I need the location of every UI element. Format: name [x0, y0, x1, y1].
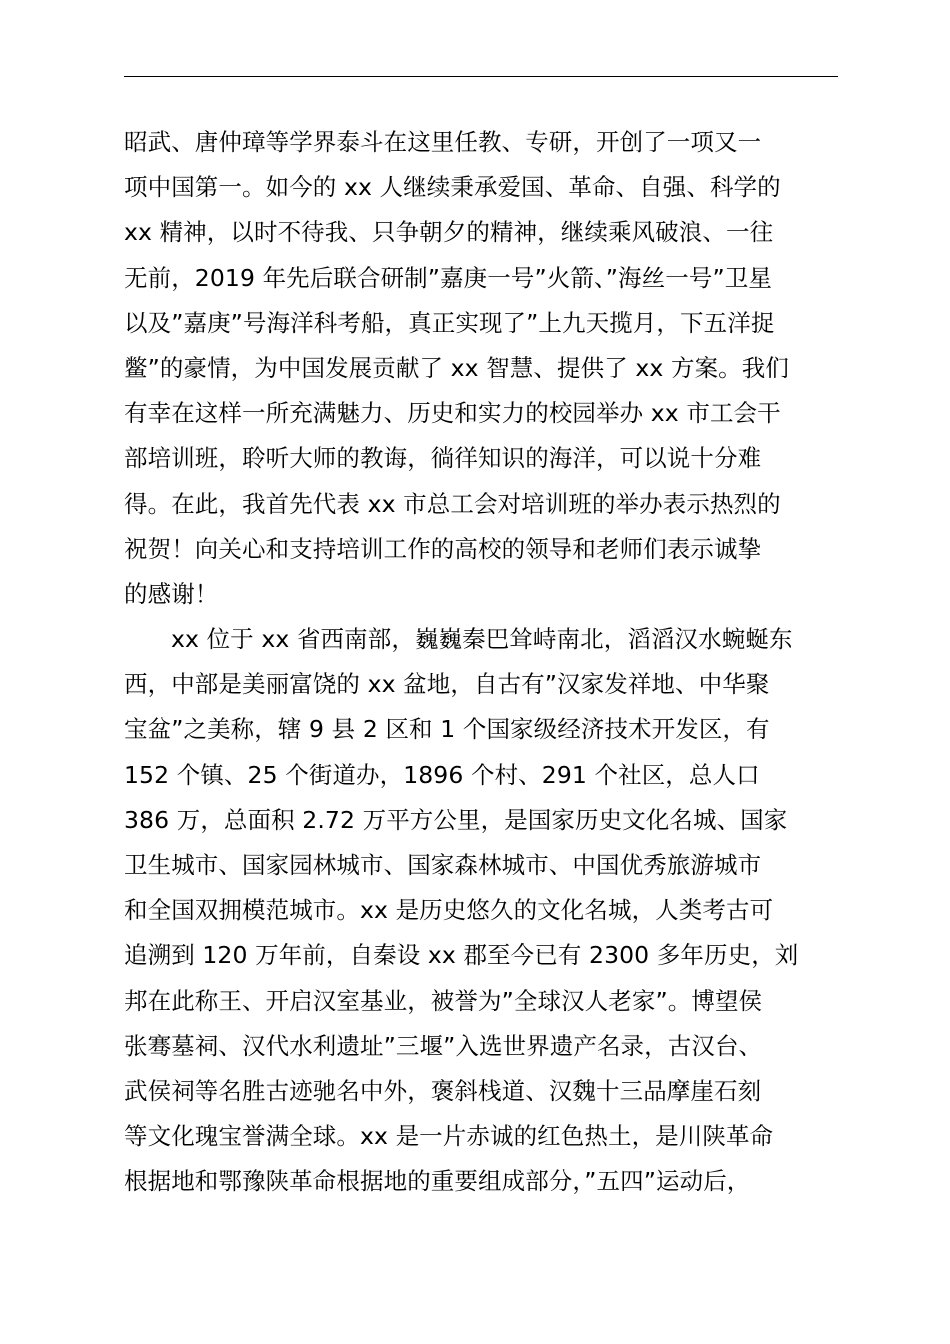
text-line: 昭武、唐仲璋等学界泰斗在这里任教、专研，开创了一项又一: [124, 128, 762, 156]
text-line: 项中国第一。如今的 xx 人继续秉承爱国、革命、自强、科学的: [124, 173, 781, 202]
text-line: 有幸在这样一所充满魅力、历史和实力的校园举办 xx 市工会干: [124, 399, 781, 428]
paragraph-1: [124, 120, 838, 617]
text-line: 祝贺！向关心和支持培训工作的高校的领导和老师们表示诚挚: [124, 534, 762, 563]
document-body: [124, 120, 838, 1205]
text-line: 根据地和鄂豫陕革命根据地的重要组成部分，”五四”运动后，: [124, 1167, 751, 1196]
text-line: 得。在此，我首先代表 xx 市总工会对培训班的举办表示热烈的: [124, 489, 781, 518]
text-line: 以及”嘉庚”号海洋科考船，真正实现了”上九天揽月，下五洋捉: [124, 308, 775, 337]
header-rule: [124, 76, 838, 77]
text-line: 张骞墓祠、汉代水利遗址”三堰”入选世界遗产名录，古汉台、: [124, 1031, 763, 1060]
text-line: xx 精神，以时不待我、只争朝夕的精神，继续乘风破浪、一往: [124, 218, 774, 247]
text-line: 邦在此称王、开启汉室基业，被誉为”全球汉人老家”。博望侯: [124, 986, 763, 1015]
text-line: 的感谢！: [124, 579, 219, 608]
text-line: 宝盆”之美称，辖 9 县 2 区和 1 个国家级经济技术开发区，有: [124, 715, 770, 744]
text-line: 部培训班，聆听大师的教诲，徜徉知识的海洋，可以说十分难: [124, 444, 762, 473]
text-line: 152 个镇、25 个街道办，1896 个村、291 个社区，总人口: [124, 760, 760, 789]
text-line: 鳖”的豪情，为中国发展贡献了 xx 智慧、提供了 xx 方案。我们: [124, 353, 789, 382]
paragraph-2: [124, 617, 838, 1204]
text-line: xx 位于 xx 省西南部，巍巍秦巴耸峙南北，滔滔汉水蜿蜒东: [171, 625, 793, 654]
text-line: 武侯祠等名胜古迹驰名中外，褒斜栈道、汉魏十三品摩崖石刻: [124, 1076, 762, 1105]
text-line: 等文化瑰宝誉满全球。xx 是一片赤诚的红色热土，是川陕革命: [124, 1122, 774, 1151]
text-line: 追溯到 120 万年前，自秦设 xx 郡至今已有 2300 多年历史，刘: [124, 941, 799, 970]
text-line: 西，中部是美丽富饶的 xx 盆地，自古有”汉家发祥地、中华聚: [124, 670, 770, 699]
text-line: 和全国双拥模范城市。xx 是历史悠久的文化名城，人类考古可: [124, 896, 774, 925]
text-line: 386 万，总面积 2.72 万平方公里，是国家历史文化名城、国家: [124, 805, 788, 834]
text-line: 卫生城市、国家园林城市、国家森林城市、中国优秀旅游城市: [124, 851, 762, 879]
text-line: 无前，2019 年先后联合研制”嘉庚一号”火箭、”海丝一号”卫星: [124, 263, 772, 292]
